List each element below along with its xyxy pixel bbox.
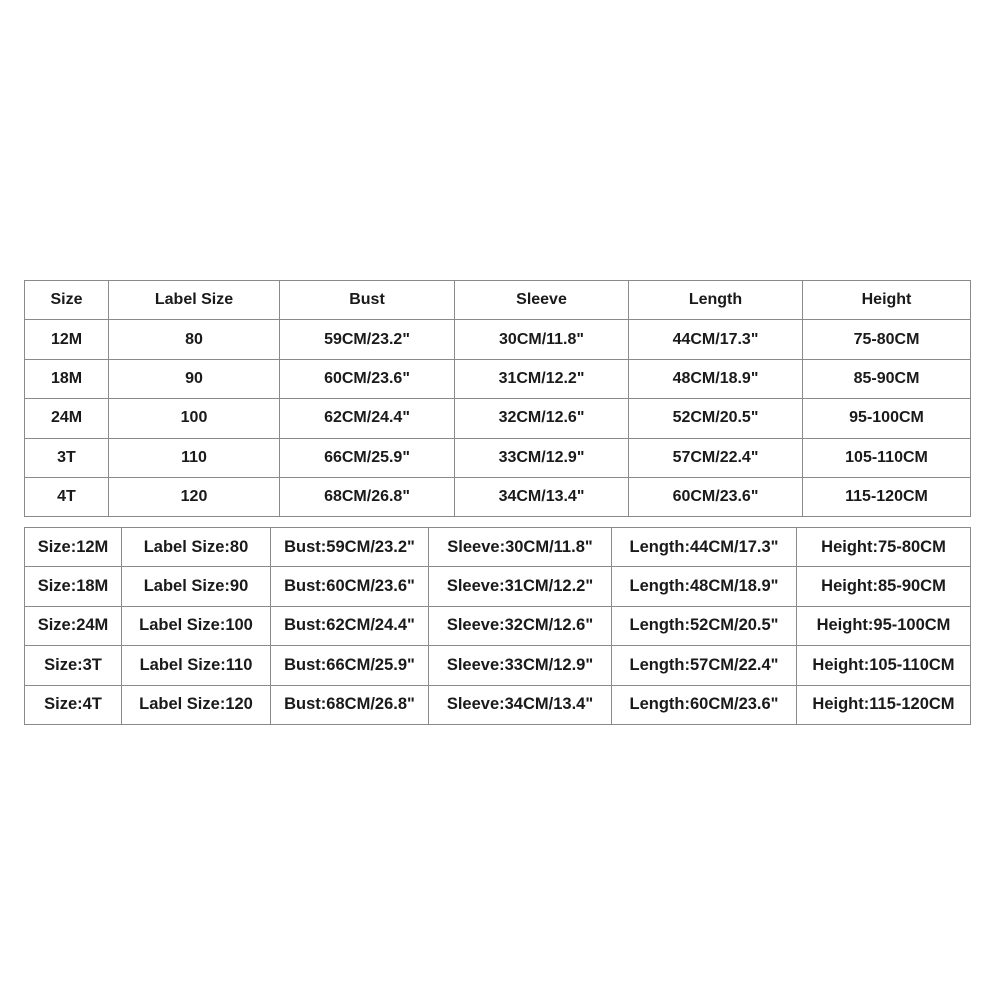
table-cell: Label Size:100 [122, 606, 271, 645]
table-cell: 24M [25, 399, 109, 438]
table-cell: 30CM/11.8" [455, 320, 629, 359]
table-cell: 32CM/12.6" [455, 399, 629, 438]
table-cell: 66CM/25.9" [280, 438, 455, 477]
table-cell: 31CM/12.2" [455, 359, 629, 398]
table-cell: Sleeve:30CM/11.8" [429, 528, 612, 567]
table-cell: Length:52CM/20.5" [612, 606, 797, 645]
table-cell: 4T [25, 477, 109, 516]
table-cell: 115-120CM [803, 477, 971, 516]
table-cell: Bust:66CM/25.9" [271, 646, 429, 685]
table-cell: Label Size:90 [122, 567, 271, 606]
table-row [25, 399, 971, 438]
table-cell: Length:44CM/17.3" [612, 528, 797, 567]
table-row [25, 438, 971, 477]
table-cell: 105-110CM [803, 438, 971, 477]
table-cell: Size:4T [25, 685, 122, 724]
table-cell: 18M [25, 359, 109, 398]
table-cell: 62CM/24.4" [280, 399, 455, 438]
table-cell: Height:115-120CM [797, 685, 971, 724]
table-cell: Size:12M [25, 528, 122, 567]
table-cell: 95-100CM [803, 399, 971, 438]
table-cell: Length:48CM/18.9" [612, 567, 797, 606]
table-cell: 3T [25, 438, 109, 477]
table-cell: 100 [109, 399, 280, 438]
table-cell: 85-90CM [803, 359, 971, 398]
table-cell: Height:95-100CM [797, 606, 971, 645]
table-row [25, 359, 971, 398]
table-row [25, 320, 971, 359]
table-cell: 44CM/17.3" [629, 320, 803, 359]
table-cell: 52CM/20.5" [629, 399, 803, 438]
table-row [25, 685, 971, 724]
table-cell: Sleeve:33CM/12.9" [429, 646, 612, 685]
table-row [25, 606, 971, 645]
table-cell: 59CM/23.2" [280, 320, 455, 359]
header-cell: Size [25, 281, 109, 320]
header-cell: Bust [280, 281, 455, 320]
table-cell: 110 [109, 438, 280, 477]
table-row [25, 646, 971, 685]
table-cell: Sleeve:31CM/12.2" [429, 567, 612, 606]
table-cell: Bust:68CM/26.8" [271, 685, 429, 724]
table-cell: 120 [109, 477, 280, 516]
table-cell: Length:57CM/22.4" [612, 646, 797, 685]
table-cell: Bust:60CM/23.6" [271, 567, 429, 606]
table-cell: Size:3T [25, 646, 122, 685]
table-cell: 90 [109, 359, 280, 398]
table-cell: 57CM/22.4" [629, 438, 803, 477]
table-cell: 33CM/12.9" [455, 438, 629, 477]
table-cell: Length:60CM/23.6" [612, 685, 797, 724]
table-cell: Size:18M [25, 567, 122, 606]
table-cell: Sleeve:32CM/12.6" [429, 606, 612, 645]
table-cell: Size:24M [25, 606, 122, 645]
table-cell: Height:85-90CM [797, 567, 971, 606]
header-cell: Height [803, 281, 971, 320]
table-row [25, 567, 971, 606]
table-cell: Bust:62CM/24.4" [271, 606, 429, 645]
table-cell: Label Size:80 [122, 528, 271, 567]
table-cell: 68CM/26.8" [280, 477, 455, 516]
table-cell: 34CM/13.4" [455, 477, 629, 516]
header-cell: Sleeve [455, 281, 629, 320]
table-cell: Label Size:120 [122, 685, 271, 724]
table-cell: Label Size:110 [122, 646, 271, 685]
size-chart-table [24, 280, 971, 517]
table-cell: 60CM/23.6" [280, 359, 455, 398]
table-cell: 12M [25, 320, 109, 359]
table-cell: Height:105-110CM [797, 646, 971, 685]
table-cell: 48CM/18.9" [629, 359, 803, 398]
table-cell: Bust:59CM/23.2" [271, 528, 429, 567]
table-header-row [25, 281, 971, 320]
size-chart-labeled-table [24, 527, 971, 725]
table-cell: 80 [109, 320, 280, 359]
table-cell: Sleeve:34CM/13.4" [429, 685, 612, 724]
table-cell: Height:75-80CM [797, 528, 971, 567]
table-cell: 60CM/23.6" [629, 477, 803, 516]
header-cell: Label Size [109, 281, 280, 320]
header-cell: Length [629, 281, 803, 320]
table-row [25, 528, 971, 567]
table-row [25, 477, 971, 516]
table-cell: 75-80CM [803, 320, 971, 359]
